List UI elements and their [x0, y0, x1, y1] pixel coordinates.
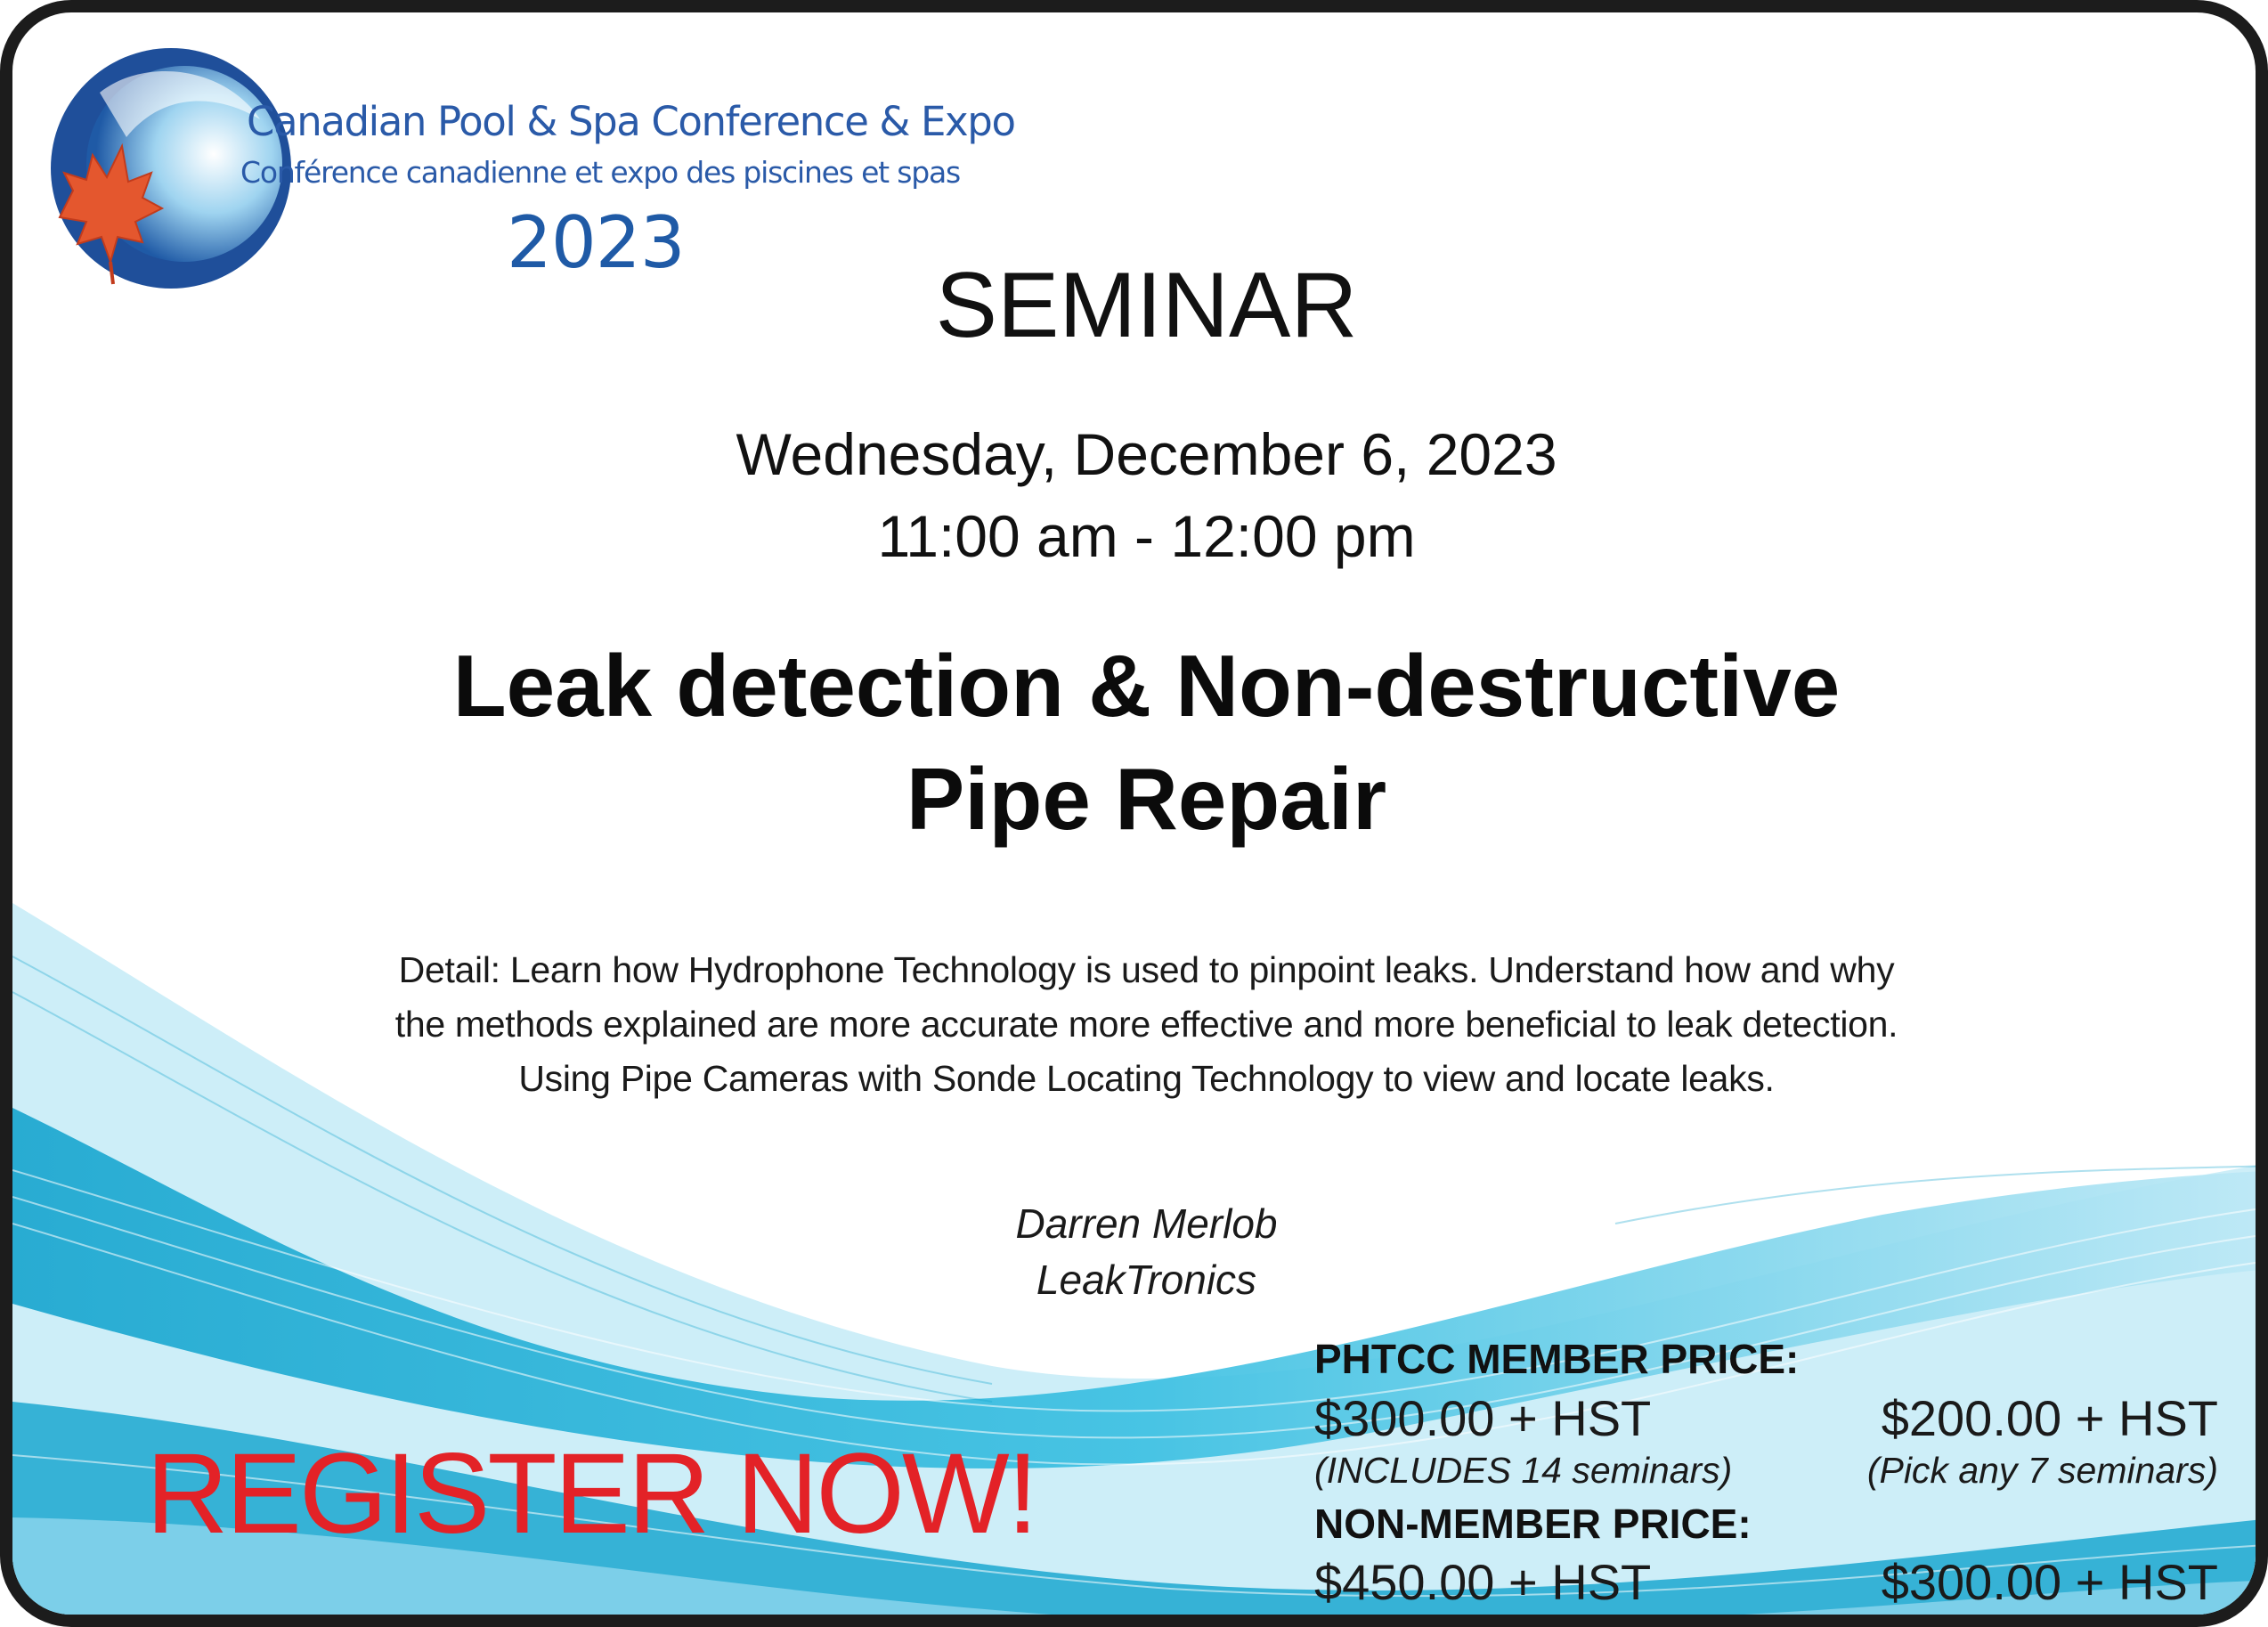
speaker-name: Darren Merlob [1015, 1200, 1278, 1247]
detail-line-2: the methods explained are more accurate more effective and more beneficial to leak detection. [394, 1004, 1898, 1045]
nonmember-pick-price: $300.00 + HST [1881, 1554, 2218, 1610]
member-pick-price: $200.00 + HST [1881, 1390, 2218, 1446]
logo-title-en: Canadian Pool & Spa Conference & Expo [247, 98, 1015, 145]
register-now-button[interactable]: REGISTER NOW! [146, 1430, 1036, 1558]
seminar-title-line2: Pipe Repair [906, 750, 1387, 848]
nonmember-full-price: $450.00 + HST [1314, 1554, 1652, 1610]
logo-year: 2023 [507, 201, 685, 284]
member-price-heading: PHTCC MEMBER PRICE: [1314, 1336, 1800, 1382]
member-full-note: (INCLUDES 14 seminars) [1314, 1450, 1733, 1491]
event-date: Wednesday, December 6, 2023 [736, 421, 1557, 487]
logo-title-fr: Conférence canadienne et expo des piscines et spas [240, 155, 960, 190]
event-time: 11:00 am - 12:00 pm [877, 503, 1416, 569]
speaker-company: LeakTronics [1036, 1257, 1257, 1303]
seminar-title-line1: Leak detection & Non-destructive [452, 637, 1841, 735]
event-type-heading: SEMINAR [935, 254, 1358, 357]
detail-line-3: Using Pipe Cameras with Sonde Locating Technology to view and locate leaks. [518, 1058, 1775, 1099]
member-pick-note: (Pick any 7 seminars) [1866, 1450, 2218, 1491]
detail-line-1: Detail: Learn how Hydrophone Technology is used to pinpoint leaks. Understand how and why [398, 949, 1895, 990]
member-full-price: $300.00 + HST [1314, 1390, 1652, 1446]
nonmember-price-heading: NON-MEMBER PRICE: [1314, 1501, 1752, 1547]
